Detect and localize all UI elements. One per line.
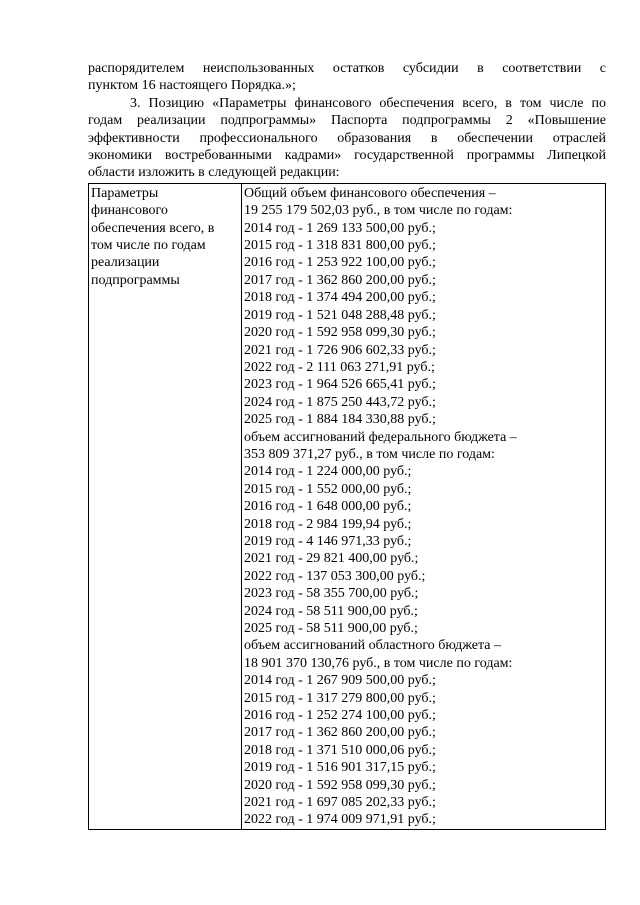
funding-line: 2021 год - 1 697 085 202,33 руб.; bbox=[244, 795, 436, 811]
passport-table bbox=[88, 183, 606, 830]
funding-line: 2017 год - 1 362 860 200,00 руб.; bbox=[244, 272, 436, 288]
funding-line: 353 809 371,27 руб., в том числе по годам: bbox=[244, 446, 495, 462]
para3-line-2: годам реализации подпрограммы» Паспорта подпрограммы 2 «Повышение bbox=[88, 113, 606, 129]
funding-line: 2023 год - 1 964 526 665,41 руб.; bbox=[244, 377, 436, 393]
intro-line-2: пунктом 16 настоящего Порядка.»; bbox=[88, 78, 296, 94]
para3-line-5: области изложить в следующей редакции: bbox=[88, 165, 340, 181]
funding-line: объем ассигнований федерального бюджета – bbox=[244, 429, 517, 445]
parameter-name-cell bbox=[89, 183, 242, 829]
funding-line: 2025 год - 58 511 900,00 руб.; bbox=[244, 621, 418, 636]
funding-line: 2015 год - 1 552 000,00 руб.; bbox=[244, 481, 412, 497]
funding-line: 2015 год - 1 318 831 800,00 руб.; bbox=[244, 238, 436, 254]
funding-line: 2020 год - 1 592 958 099,30 руб.; bbox=[244, 325, 436, 341]
parameter-name-line: том числе по годам bbox=[91, 238, 206, 254]
parameter-name-line: обеспечения всего, в bbox=[91, 220, 215, 236]
funding-line: объем ассигнований областного бюджета – bbox=[244, 638, 501, 654]
funding-line: 2016 год - 1 648 000,00 руб.; bbox=[244, 499, 412, 515]
parameter-name-line: реализации bbox=[91, 255, 160, 271]
funding-line: 2023 год - 58 355 700,00 руб.; bbox=[244, 586, 419, 602]
funding-line: 2017 год - 1 362 860 200,00 руб.; bbox=[244, 725, 436, 741]
funding-line: Общий объем финансового обеспечения – bbox=[244, 185, 496, 201]
para3-line-4: экономики востребованными кадрами» государственной программы Липецкой bbox=[88, 148, 606, 164]
funding-line: 2018 год - 1 371 510 000,06 руб.; bbox=[244, 742, 436, 758]
funding-line: 2014 год - 1 267 909 500,00 руб.; bbox=[244, 673, 436, 689]
funding-line: 2016 год - 1 252 274 100,00 руб.; bbox=[244, 708, 436, 724]
funding-line: 18 901 370 130,76 руб., в том числе по годам: bbox=[244, 655, 513, 671]
funding-line: 2015 год - 1 317 279 800,00 руб.; bbox=[244, 690, 436, 706]
parameter-name-line: подпрограммы bbox=[91, 272, 180, 288]
funding-line: 2021 год - 29 821 400,00 руб.; bbox=[244, 551, 419, 567]
funding-line: 2024 год - 1 875 250 443,72 руб.; bbox=[244, 394, 436, 410]
funding-line: 2019 год - 1 516 901 317,15 руб.; bbox=[244, 760, 436, 776]
parameter-name-line: финансового bbox=[91, 203, 168, 219]
funding-line: 2014 год - 1 269 133 500,00 руб.; bbox=[244, 220, 436, 236]
funding-line: 2021 год - 1 726 906 602,33 руб.; bbox=[244, 342, 436, 358]
funding-line: 2024 год - 58 511 900,00 руб.; bbox=[244, 603, 418, 619]
funding-line: 2022 год - 137 053 300,00 руб.; bbox=[244, 568, 426, 584]
funding-line: 2022 год - 1 974 009 971,91 руб.; bbox=[244, 812, 436, 828]
funding-line: 2019 год - 4 146 971,33 руб.; bbox=[244, 533, 412, 549]
funding-line: 2020 год - 1 592 958 099,30 руб.; bbox=[244, 777, 436, 793]
funding-line: 2022 год - 2 111 063 271,91 руб.; bbox=[244, 359, 435, 375]
funding-line: 19 255 179 502,03 руб., в том числе по годам: bbox=[244, 203, 513, 219]
funding-line: 2014 год - 1 224 000,00 руб.; bbox=[244, 464, 412, 480]
para3-line-3: эффективности профессионального образования в обеспечении отраслей bbox=[88, 130, 606, 146]
funding-line: 2018 год - 1 374 494 200,00 руб.; bbox=[244, 290, 436, 306]
para3-line-1: 3. Позицию «Параметры финансового обеспечения всего, в том числе по bbox=[130, 95, 606, 111]
funding-line: 2018 год - 2 984 199,94 руб.; bbox=[244, 516, 412, 532]
parameter-value-cell bbox=[242, 183, 606, 829]
table-row bbox=[89, 183, 606, 829]
parameter-name-line: Параметры bbox=[91, 185, 159, 201]
funding-line: 2019 год - 1 521 048 288,48 руб.; bbox=[244, 307, 436, 323]
funding-line: 2025 год - 1 884 184 330,88 руб.; bbox=[244, 412, 436, 428]
funding-line: 2016 год - 1 253 922 100,00 руб.; bbox=[244, 255, 436, 271]
document-page bbox=[88, 60, 606, 830]
intro-line-1: распорядителем неиспользованных остатков субсидии в соответствии с bbox=[88, 61, 606, 76]
